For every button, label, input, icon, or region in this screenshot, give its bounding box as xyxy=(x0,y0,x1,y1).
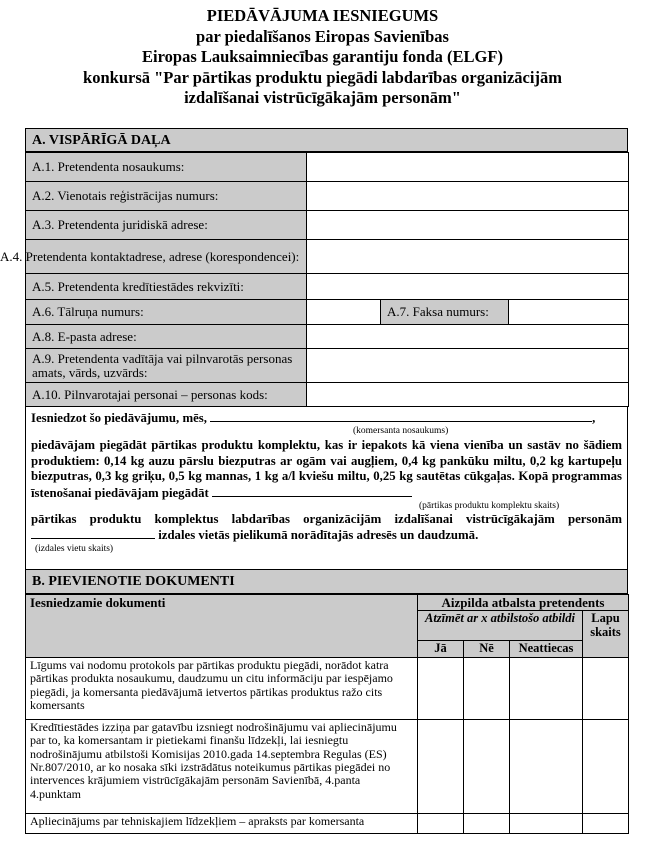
field-label: A.9. Pretendenta vadītāja vai pilnvarotās personas amats, vārds, uzvārds: xyxy=(26,349,307,383)
document-title xyxy=(0,6,645,109)
declaration-body-3: izdales vietās pielikumā norādītajās adresēs un daudzumā. xyxy=(158,528,479,543)
not-applicable-checkbox-cell[interactable] xyxy=(510,719,583,813)
yes-checkbox-cell[interactable] xyxy=(418,719,464,813)
column-pages: Lapu skaits xyxy=(583,611,629,657)
pages-count-cell[interactable] xyxy=(583,719,629,813)
form-row-a8 xyxy=(26,325,629,349)
contact-address-field[interactable] xyxy=(307,240,629,274)
declaration-intro: Iesniedzot šo piedāvājumu, mēs, xyxy=(31,411,207,425)
registration-number-field[interactable] xyxy=(307,182,629,211)
field-label: A.6. Tālruņa numurs: xyxy=(26,300,307,325)
field-label: A.8. E-pasta adrese: xyxy=(26,325,307,349)
places-count-caption: (izdales vietu skaits) xyxy=(35,543,114,554)
declaration-comma: , xyxy=(592,411,596,425)
document-description: Apliecinājums par tehniskajiem līdzekļiem – apraksts par komersanta xyxy=(26,813,418,833)
not-applicable-checkbox-cell[interactable] xyxy=(510,657,583,719)
declaration-text: piedāvājam piegādāt pārtikas produktu komplektu, kas ir iepakots kā viena vienība un sastāv no šādiem produktiem: 0,14 kg auzu pārslu biezputras ar ogām vai augļiem, 0,4 kg pankūku miltu, 0,2 kg kartupeļu biezputras, 0,3 kg griķu, 0,5 kg mannas, 1 kg a/l kviešu miltu, 0,25 kg sautētas cūkgaļas. Kopā programmas īstenošanai piedāvājam piegādāt xyxy=(31,438,622,500)
not-applicable-checkbox-cell[interactable] xyxy=(510,813,583,833)
title-line-5: izdalīšanai vistrūcīgākajām personām" xyxy=(184,88,461,107)
field-label: A.7. Faksa numurs: xyxy=(381,300,509,325)
column-no: Nē xyxy=(464,641,510,657)
email-field[interactable] xyxy=(307,325,629,349)
column-documents: Iesniedzamie dokumenti xyxy=(26,595,418,658)
form-row-a6 xyxy=(26,300,629,325)
document-description: Kredītiestādes izziņa par gatavību izsniegt nodrošinājumu vai apliecinājumu par to, ka komersantam ir pietiekami finanšu līdzekļi, lai iesniegtu nodrošinājumu atbilstoši Komisijas 2010.gada 14.septembra Regulas (ES) Nr.807/2010, ar ko nosaka sīki izstrādātus noteikumus pārtikas piegādei no intervences krājumiem vistrūcīgākajām personām Savienībā, 4.panta 4.punktam xyxy=(26,719,418,813)
title-line-3: Eiropas Lauksaimniecības garantiju fonda (ELGF) xyxy=(142,47,503,66)
legal-address-field[interactable] xyxy=(307,211,629,240)
declaration-body xyxy=(31,438,622,501)
field-label: A.10. Pilnvarotajai personai – personas kods: xyxy=(26,383,307,407)
field-label xyxy=(0,240,307,274)
representative-field[interactable] xyxy=(307,349,629,383)
bank-details-field[interactable] xyxy=(307,274,629,300)
places-count-blank[interactable] xyxy=(31,527,155,539)
column-not-applicable: Neattiecas xyxy=(510,641,583,657)
form-row-a10 xyxy=(26,383,629,407)
declaration-block xyxy=(25,407,628,570)
field-label-text: A.4. Pretendenta kontaktadrese, adrese (korespondencei): xyxy=(0,248,300,264)
form-row-a3 xyxy=(26,211,629,240)
field-label: A.5. Pretendenta kredītiestādes rekvizīti: xyxy=(26,274,307,300)
no-checkbox-cell[interactable] xyxy=(464,813,510,833)
sets-count-caption: (pārtikas produktu komplektu skaits) xyxy=(419,501,560,512)
table-row xyxy=(26,719,629,813)
pages-count-cell[interactable] xyxy=(583,813,629,833)
table-row xyxy=(26,657,629,719)
merchant-name-blank[interactable] xyxy=(210,410,592,422)
yes-checkbox-cell[interactable] xyxy=(418,657,464,719)
column-yes: Jā xyxy=(418,641,464,657)
section-a-table xyxy=(0,152,629,407)
application-form xyxy=(0,128,628,834)
no-checkbox-cell[interactable] xyxy=(464,719,510,813)
title-line-2: par piedalīšanos Eiropas Savienības xyxy=(196,26,449,46)
documents-header-row xyxy=(26,595,629,611)
title-line-1: PIEDĀVĀJUMA IESNIEGUMS xyxy=(206,6,439,25)
field-label: A.3. Pretendenta juridiskā adrese: xyxy=(26,211,307,240)
form-row-a5 xyxy=(26,274,629,300)
section-a-heading: A. VISPĀRĪGĀ DAĻA xyxy=(25,128,628,152)
merchant-name-caption: (komersanta nosaukums) xyxy=(353,426,449,437)
sets-count-blank[interactable] xyxy=(212,485,412,497)
form-row-a4 xyxy=(26,240,629,274)
documents-table xyxy=(25,594,629,834)
phone-field[interactable] xyxy=(307,300,381,325)
form-row-a9 xyxy=(26,349,629,383)
field-label: A.1. Pretendenta nosaukums: xyxy=(26,153,307,182)
document-description: Līgums vai nodomu protokols par pārtikas produktu piegādi, norādot katra pārtikas produkta nosaukumu, daudzumu un citu informāciju par iespējamo piegādi, ja komersanta piedāvājumā ietvertos pārtikas produktus ražo cits komersants xyxy=(26,657,418,719)
form-row-a2 xyxy=(26,182,629,211)
no-checkbox-cell[interactable] xyxy=(464,657,510,719)
yes-checkbox-cell[interactable] xyxy=(418,813,464,833)
column-group-applicant: Aizpilda atbalsta pretendents xyxy=(418,595,629,611)
table-row xyxy=(26,813,629,833)
pages-count-cell[interactable] xyxy=(583,657,629,719)
fax-field[interactable] xyxy=(509,300,629,325)
form-row-a1 xyxy=(26,153,629,182)
section-b-heading: B. PIEVIENOTIE DOKUMENTI xyxy=(25,570,628,594)
personal-code-field[interactable] xyxy=(307,383,629,407)
company-name-field[interactable] xyxy=(307,153,629,182)
title-line-4: konkursā "Par pārtikas produktu piegādi labdarības organizācijām xyxy=(83,67,562,87)
declaration-body-2: pārtikas produktu komplektus labdarības organizācijām izdalīšanai vistrūcīgākajām personām xyxy=(31,512,622,527)
field-label: A.2. Vienotais reģistrācijas numurs: xyxy=(26,182,307,211)
column-mark-x: Atzīmēt ar x atbilstošo atbildi xyxy=(418,611,583,641)
